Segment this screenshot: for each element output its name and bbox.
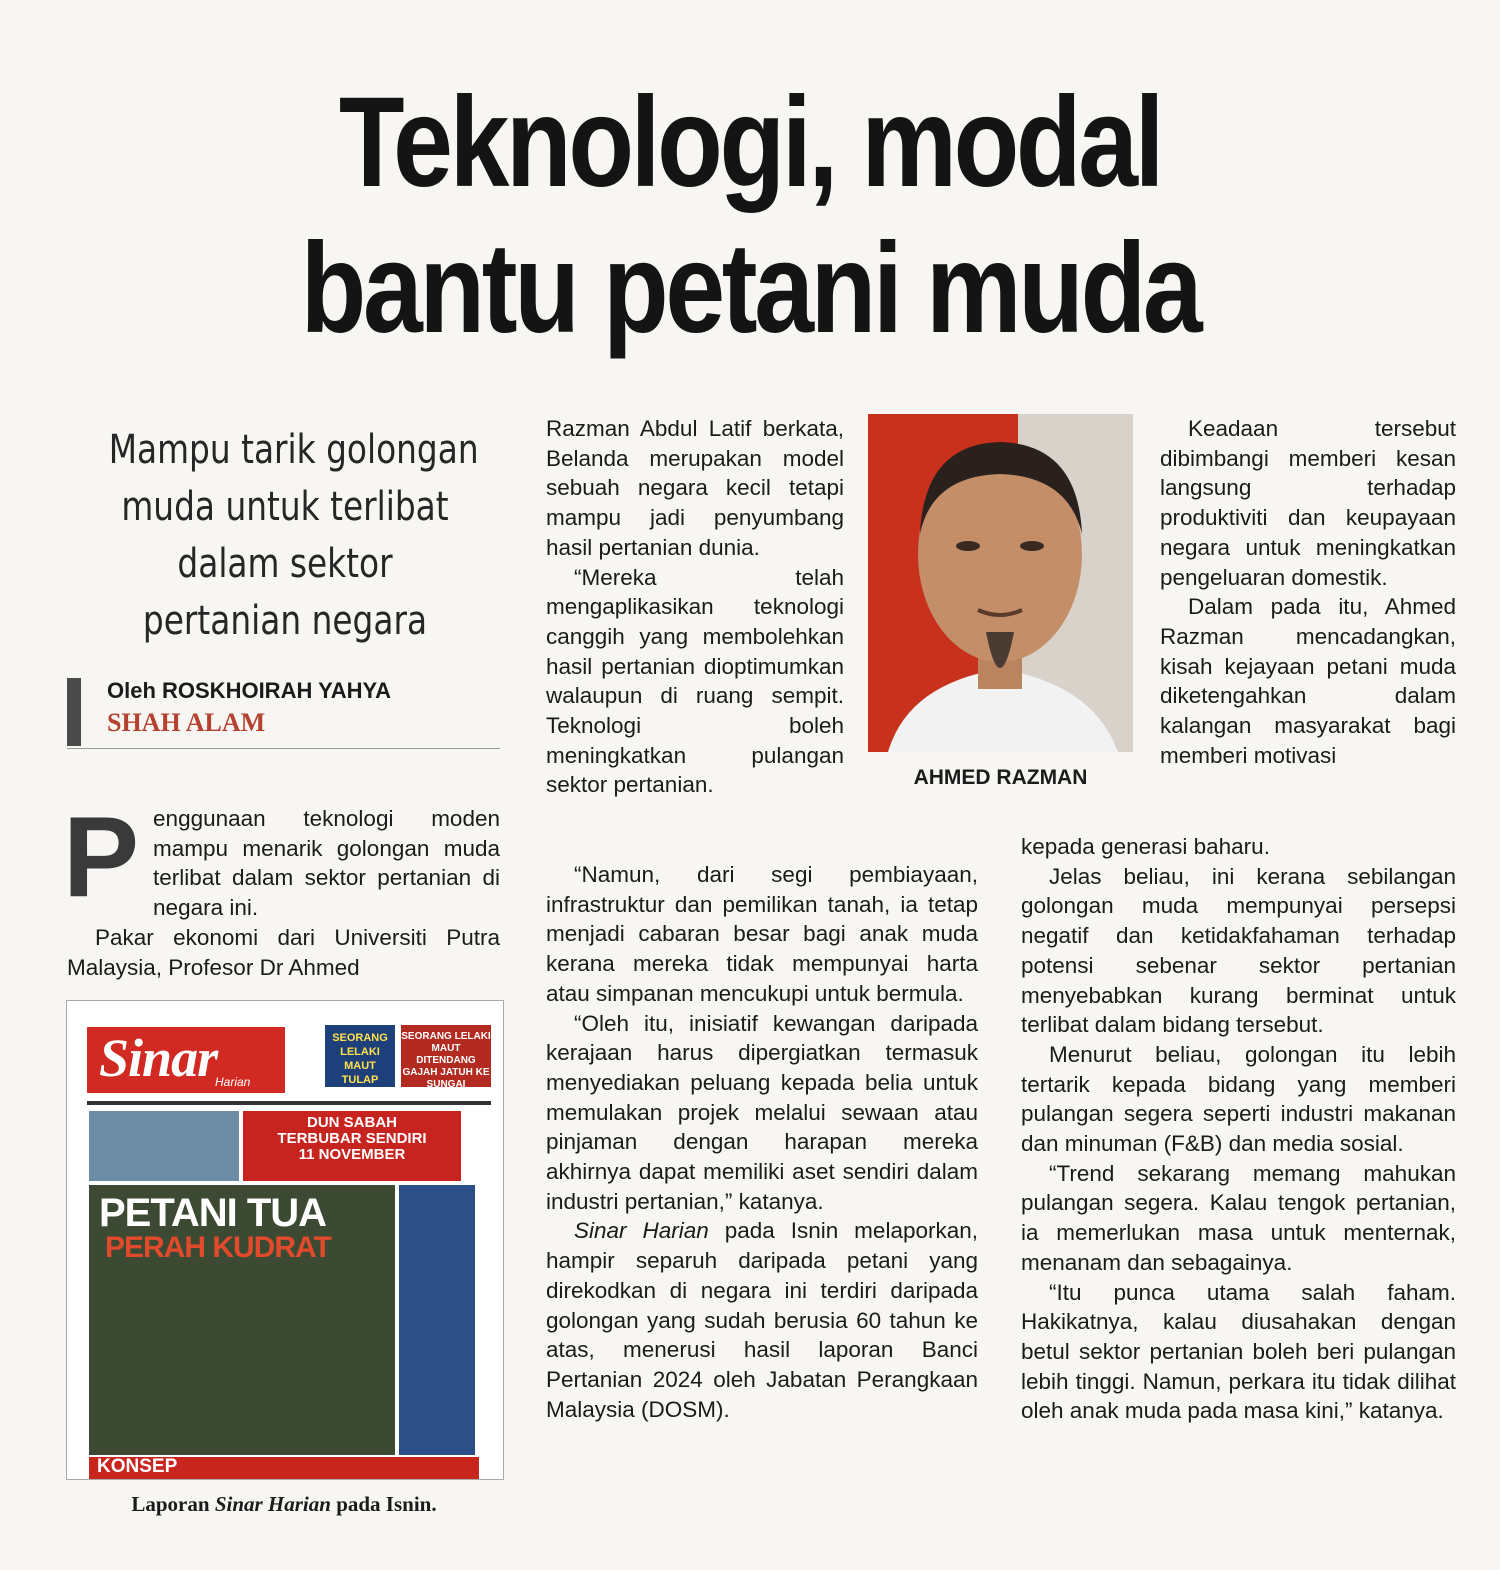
article-column-2-top [546, 414, 844, 800]
subhead-line-3: dalam sektor [177, 541, 393, 587]
subheadline [70, 422, 500, 650]
portrait-illustration [868, 414, 1133, 752]
paragraph: “Mereka telah mengaplikasikan teknologi canggih yang membolehkan hasil pertanian dioptimumkan walaupun di ruang sempit. Teknologi boleh meningkatkan pulangan sektor pertanian. [546, 564, 844, 798]
clipping-side-column [399, 1185, 475, 1455]
paragraph: kepada generasi baharu. [1021, 834, 1270, 859]
paragraph: Sinar Harian pada Isnin melaporkan, hampir separuh daripada petani yang direkodkan di negara ini terdiri daripada golongan yang sudah berusia 60 tahun ke atas, menerusi hasil laporan Banci Pertanian 2024 oleh Jabatan Perangkaan Malaysia (DOSM). [546, 1218, 979, 1422]
paragraph: “Oleh itu, inisiatif kewangan daripada kerajaan harus dipergiatkan termasuk menyediakan peluang kepada belia untuk memulakan projek melalui sewaan atau pinjaman dengan harapan mereka akhirnya dapat memiliki aset sendiri dalam industri pertanian,” katanya. [546, 1010, 978, 1214]
clipping-tease-2: SEORANG LELAKI MAUT DITENDANG GAJAH JATUH KE SUNGAI [401, 1025, 491, 1087]
clipping-dun-headline: DUN SABAH TERBUBAR SENDIRI 11 NOVEMBER [243, 1111, 461, 1181]
clipping-building-photo [89, 1111, 239, 1181]
paragraph: Jelas beliau, ini kerana sebilangan golongan muda mempunyai persepsi negatif dan ketidakfahaman terhadap potensi sebenar sektor pertanian menyebabkan kurang berminat untuk terlibat dalam bidang tersebut. [1021, 863, 1456, 1038]
subhead-line-4: pertanian negara [142, 598, 428, 644]
paragraph: Pakar ekonomi dari Universiti Putra Malaysia, Profesor Dr Ahmed [67, 924, 500, 980]
sinar-harian-logo-sub: Harian [215, 1075, 251, 1089]
article-column-1 [63, 794, 500, 982]
headline [120, 70, 1380, 362]
paragraph: Razman Abdul Latif berkata, Belanda merupakan model sebuah negara kecil tetapi mampu jadi penyumbang hasil pertanian dunia. [546, 416, 844, 560]
publication-name: Sinar Harian [574, 1218, 709, 1244]
article-column-2-bottom [546, 860, 978, 1424]
sinar-harian-logo: Sinar [99, 1028, 218, 1088]
article-column-3-bottom [1021, 832, 1456, 1426]
headline-line-2: bantu petani muda [300, 217, 1200, 360]
byline-bar [67, 678, 81, 746]
byline-location: SHAH ALAM [107, 708, 266, 737]
clipping-subtitle: PERAH KUDRAT [105, 1231, 331, 1264]
paragraph: Keadaan tersebut dibimbangi memberi kesan langsung terhadap produktiviti dan keupayaan negara untuk meningkatkan pengeluaran domestik. [1160, 416, 1456, 590]
clipping-divider [87, 1101, 491, 1105]
clipping-caption: Laporan Sinar Harian pada Isnin. [131, 1492, 437, 1516]
ahmed-razman-photo [868, 414, 1133, 752]
article-column-3-top [1160, 414, 1456, 770]
paragraph: “Namun, dari segi pembiayaan, infrastruktur dan pemilikan tanah, ia tetap menjadi cabaran besar bagi anak muda kerana mereka tidak mempunyai harta atau simpanan mencukupi untuk bermula. [546, 862, 978, 1006]
paragraph: “Trend sekarang memang mahukan pulangan segera. Kalau tengok pertanian, ia memerlukan masa untuk menternak, menanam dan sebagainya. [1021, 1160, 1456, 1275]
photo-caption: AHMED RAZMAN [913, 766, 1088, 789]
paragraph: Menurut beliau, golongan itu lebih tertarik kepada bidang yang memberi pulangan segera seperti industri makanan dan minuman (F&B) dan media sosial. [1021, 1041, 1456, 1157]
dropcap: P [63, 794, 140, 921]
subhead-line-1: Mampu tarik golongan [108, 427, 479, 473]
headline-line-1: Teknologi, modal [338, 71, 1162, 214]
newspaper-clipping [66, 1000, 504, 1480]
byline-author: Oleh ROSKHOIRAH YAHYA [107, 678, 392, 703]
paragraph: enggunaan teknologi moden mampu menarik golongan muda terlibat dalam sektor pertanian di negara ini. [153, 806, 500, 921]
paragraph: Dalam pada itu, Ahmed Razman mencadangkan, kisah kejayaan petani muda diketengahkan dalam kalangan masyarakat bagi memberi motivasi [1160, 594, 1456, 768]
clipping-title: PETANI TUA [99, 1191, 327, 1235]
subhead-line-2: muda untuk terlibat [121, 484, 449, 530]
clipping-tease-1: SEORANG LELAKI MAUT TULAP [325, 1025, 395, 1087]
paragraph: “Itu punca utama salah faham. Hakikatnya, kalau diusahakan dengan betul sektor pertanian boleh beri pulangan lebih tinggi. Namun, perkara itu tidak dilihat oleh anak muda pada masa kini,” katanya. [1021, 1279, 1456, 1424]
clipping-konsep: KONSEP [97, 1456, 178, 1477]
byline [67, 678, 500, 749]
